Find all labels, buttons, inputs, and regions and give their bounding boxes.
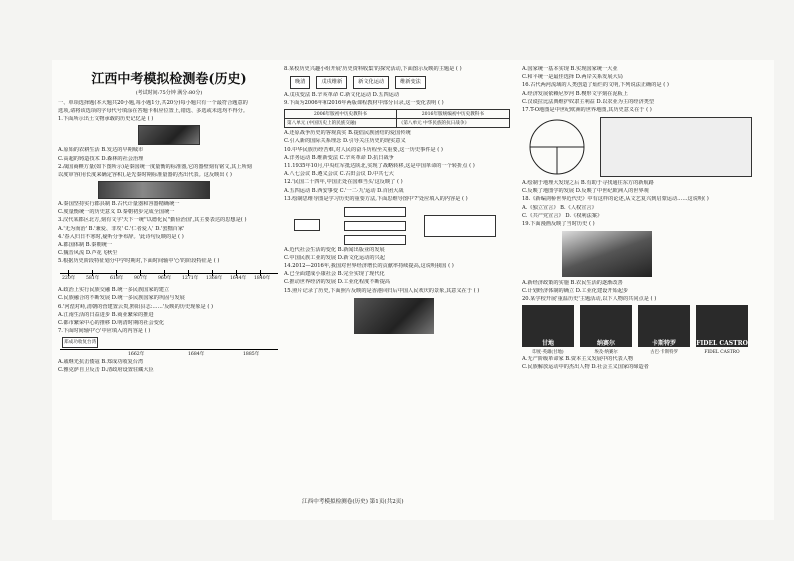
qing-timeline [58, 337, 280, 357]
timeline-label: 1644年 [230, 276, 247, 282]
to-map-text-box [600, 117, 752, 177]
timeline-label: 907年 [134, 276, 148, 282]
poster-4: FIDEL CASTRO [696, 305, 748, 347]
question-17: 17.T-O地图是中世纪欧洲的世界地图,其历史意义在于 ( ) [522, 106, 652, 113]
q18-options-ab: A.《独立宣言》 B.《人权宣言》 [522, 204, 597, 211]
q15-options-cd: C.和平统一是最佳选择 D.两岸关系发展大局 [522, 74, 623, 81]
q6-options-ab: A.江南生活的日益进步 B.商业繁荣的推进 [58, 311, 154, 318]
question-2-cont: 以度审容(用长度来确定容积),是先秦时期标准量器的杰出代表。这反映出 ( ) [58, 171, 232, 178]
column-right [522, 66, 772, 373]
table-cell: 《第八单元 中华民族的抗日战争》 [396, 119, 509, 128]
poster-caption: 古巴·卡斯特罗 [650, 350, 678, 356]
timeline-label: 1271年 [182, 276, 199, 282]
question-15: 15.照片记录了历史,下面照片反映的是香港回归后中国人民欢庆的景象,其意义在于 ( ) [284, 287, 480, 294]
timeline-year: 1662年 [128, 352, 145, 358]
q8-options: A.戊戌变法 B.辛亥革命 C.新文化运动 D.五四运动 [284, 92, 400, 98]
shang-yang-measure-image [98, 181, 210, 199]
q19-options-ab: A.新经济政策的实施 B.农民生活的逐渐改善 [522, 279, 623, 286]
q18-options-cd: C.《共产党宣言》 D.《权利法案》 [522, 212, 603, 219]
q14-options-ab: A.已全面建成小康社会 B.完全实现了现代化 [284, 271, 385, 278]
q4-options-cd: C.魏晋风流 D.芦花飞秋尘 [58, 250, 118, 257]
timeline-year: 1684年 [188, 352, 205, 358]
diagram-node: 新文化运动 [353, 76, 389, 89]
question-3: 3.汉代某郡区北方,刻有文字'天下一统''以德化民''勤俭治国',其主要表达的思想是( ) [58, 217, 247, 224]
q5-options-ab: A.政治上实行民族交融 B.统一多民族国家的建立 [58, 287, 170, 294]
exam-meta: (考试时间:75分钟 满分:80分) [135, 90, 203, 96]
question-2: 2.战国商鞅方量(如下图所示)是秦国统一度量衡的标准器,它的器壁刻有铭文,其上所刻 [58, 163, 252, 170]
q9-options-ab: A.还原战争历史的客观真实 B.提倡民族团结的爱国传统 [284, 130, 411, 137]
question-10: 10.中华民族历经苦难,对人民的奋斗历程至关重要,这一历史事件是 ( ) [284, 146, 443, 153]
timeline-label: 220年 [62, 276, 76, 282]
diagram-node: 晚清 [290, 76, 310, 89]
question-5: 5.根据历史阶段特征划分中学时期对,下面时间轴中'○'的阶段特征是 ( ) [58, 258, 220, 265]
q19-options-cd: C.计划经济体制的确立 D.工业化建设开始起步 [522, 288, 629, 295]
artifact-image [138, 125, 200, 145]
section-instruction: 一、单项选择题(本大题共20小题,每小题1分,共20分)每小题只有一个最符合题意的 [58, 100, 248, 106]
poster-captions [522, 349, 772, 356]
hongkong-photo [354, 298, 434, 334]
q14-options-cd: C.推动世界经济的发展 D.工业化程度不断提高 [284, 279, 391, 286]
exam-sheet [52, 60, 774, 520]
timeline-label: 1368年 [206, 276, 223, 282]
table-cell: 第八单元 (中国历史上的民族交融) [285, 119, 397, 128]
question-7: 7.下面时间轴中'○'中应填入的内容是 ( ) [58, 328, 151, 335]
poster-2: 纳赛尔 [580, 305, 632, 347]
dynasty-timeline [58, 267, 280, 285]
poster-caption: 印度·英雄(甘地) [532, 350, 564, 356]
question-1: 1.下面所示出土文物承载的历史记忆是 ( ) [58, 116, 154, 123]
q13-options-cd: C.中国民族工业的发展 D.新文化运动的兴起 [284, 254, 385, 261]
q9-options-cd: C.引入新的国际关系理念 D.引导关注历史的现实意义 [284, 138, 406, 145]
q5-options-cd: C.民族融合的不断发展 D.统一多民族国家的巩固与发展 [58, 295, 185, 302]
q7-options-ab: A.戚继光抗击倭寇 B.郑成功收复台湾 [58, 359, 144, 366]
poster-1: 甘地 [522, 305, 574, 347]
q4-options-ab: A.郡国体制 B.秦朝统一 [58, 241, 113, 248]
timeline-label: 581年 [86, 276, 100, 282]
q17-options-cd: C.反映了地图学的发展 D.反映了中世纪欧洲人的世界观 [522, 188, 649, 195]
diagram-node: 维新变法 [395, 76, 426, 89]
table-header: 2006年版初中历史教科书 [285, 110, 397, 119]
poster-caption: 埃及·纳赛尔 [594, 350, 618, 356]
diagram-node: 戊戌维新 [316, 76, 347, 89]
question-18: 18.《新编剑桥世界近代史》中有这样的论述,从文艺复兴到启蒙运动……这说明( ) [522, 196, 709, 203]
q17-options-ab: A.绘制于地理大发现之后 B.有助于寻找通往东方的新航路 [522, 179, 654, 186]
q20-options-cd: C.民族解放运动中的杰出人物 D.社会主义国家的缔造者 [522, 364, 649, 371]
question-6: 6.'河湟对峙,清朝的营建置云贵,黔阳县志:……'反映的历史现象是 ( ) [58, 303, 214, 310]
timeline-label: 1840年 [254, 276, 271, 282]
timeline-label: 618年 [110, 276, 124, 282]
q15-options-ab: A.国家统一基本实现 B.实现国家统一大业 [522, 66, 618, 72]
page-footer: 江西中考模拟检测卷(历史) 第1页(共2页) [302, 499, 404, 505]
column-middle [284, 66, 510, 334]
q13-options-ab: A.近代社会生活的变化 B.新闻出版业的发展 [284, 246, 385, 253]
to-map-icon [522, 117, 592, 177]
question-16: 16.古代两河流域的人类创造了灿烂的文明,下列说法正确的是 ( ) [522, 82, 669, 89]
q1-options-ab: A.原始的农耕生活 B.发达的早期城市 [58, 147, 144, 154]
section-instruction-2: 选项,请将该选项的字母代号填涂在答题卡相应位置上,错选、多选或未选均不得分。 [58, 108, 249, 115]
question-19: 19.下面漫画反映了当时历史 ( ) [522, 220, 595, 227]
poster-3: 卡斯特罗 [638, 305, 690, 347]
q20-options-ab: A.无产阶级革命家 B.资本主义发展中的代表人物 [522, 356, 634, 363]
concept-diagram [290, 76, 510, 89]
q16-options-ab: A.经济发展依赖尼罗河 B.楔形文字刻在泥板上 [522, 90, 628, 97]
textbook-table [284, 109, 510, 128]
q2-options-cd: C.度量衡统一的历史意义 D.秦朝初步完成全国统一 [58, 209, 175, 216]
question-11: 11.1935年10月,中央红军抵达陕北,实现了战略转移,这是中国革命的一个转折点 ( ) [284, 162, 475, 169]
q3-options: A.'无为而治' B.'兼爱、非攻' C.'仁者爱人' D.'罢黜百家' [58, 225, 185, 232]
timeline-label: 960年 [158, 276, 172, 282]
column-left [58, 60, 280, 376]
q7-options-cd: C.雅克萨自卫反击 D.清政府设置驻藏大臣 [58, 367, 154, 374]
poster-row [522, 305, 772, 347]
cartoon-image [562, 231, 652, 277]
q10-options: A.洋务运动 B.维新变法 C.辛亥革命 D.抗日战争 [284, 154, 394, 161]
q12-options: A.五四运动 B.西安事变 C.'一二·九'运动 D.百团大战 [284, 187, 404, 194]
exam-title: 江西中考模拟检测卷(历史) [91, 72, 247, 87]
question-4: 4.'春入归日不寒时,疑听分争布辞。'此诗句反映的是 ( ) [58, 233, 184, 240]
timeline-year: 1885年 [243, 352, 260, 358]
mind-map [284, 205, 510, 245]
question-13: 13.绘制思维导图是学习历史的重要方法,下面思维导图中'?'处应填入的内容是 ( ) [284, 195, 468, 202]
q1-options-cd: C.高超的铸造技术 D.森林的社会治理 [58, 155, 144, 162]
question-14: 14.2012—2016年,我国对世界经济增长的贡献率持续提高,这说明我国 ( ) [284, 263, 454, 270]
q2-options-ab: A.秦国坚持实行郡县制 B.古代计量器和容器精确统一 [58, 200, 180, 207]
question-8: 8.某校历史兴趣小组开展'历史资料收集'的探究活动,下面图示反映的主题是 ( ) [284, 66, 462, 72]
question-20: 20.某学校开展'重温历史'主题活动,以下人物的共同点是 ( ) [522, 296, 657, 303]
q6-options-cd: C.都市繁荣中心的推移 D.明清时期的社会变化 [58, 320, 165, 326]
question-9: 9.下面为2006年和2016年两版课程教材中部分目录,这一变化表明 ( ) [284, 100, 444, 107]
timeline-box: 郑成功收复台湾 [62, 337, 98, 348]
to-map-figure [522, 117, 772, 177]
q16-options-cd: C.汉谟拉比法典维护奴隶主利益 D.以农业为主的经济类型 [522, 98, 655, 105]
question-12: 12.'民国二十四年,中国正处在国难当头'这反映了 ( ) [284, 179, 403, 186]
poster-caption: FIDEL CASTRO [704, 350, 740, 356]
table-header: 2016年版统编初中历史教科书 [396, 110, 509, 119]
q11-options: A.八七会议 B.遵义会议 C.古田会议 D.中共七大 [284, 171, 394, 178]
